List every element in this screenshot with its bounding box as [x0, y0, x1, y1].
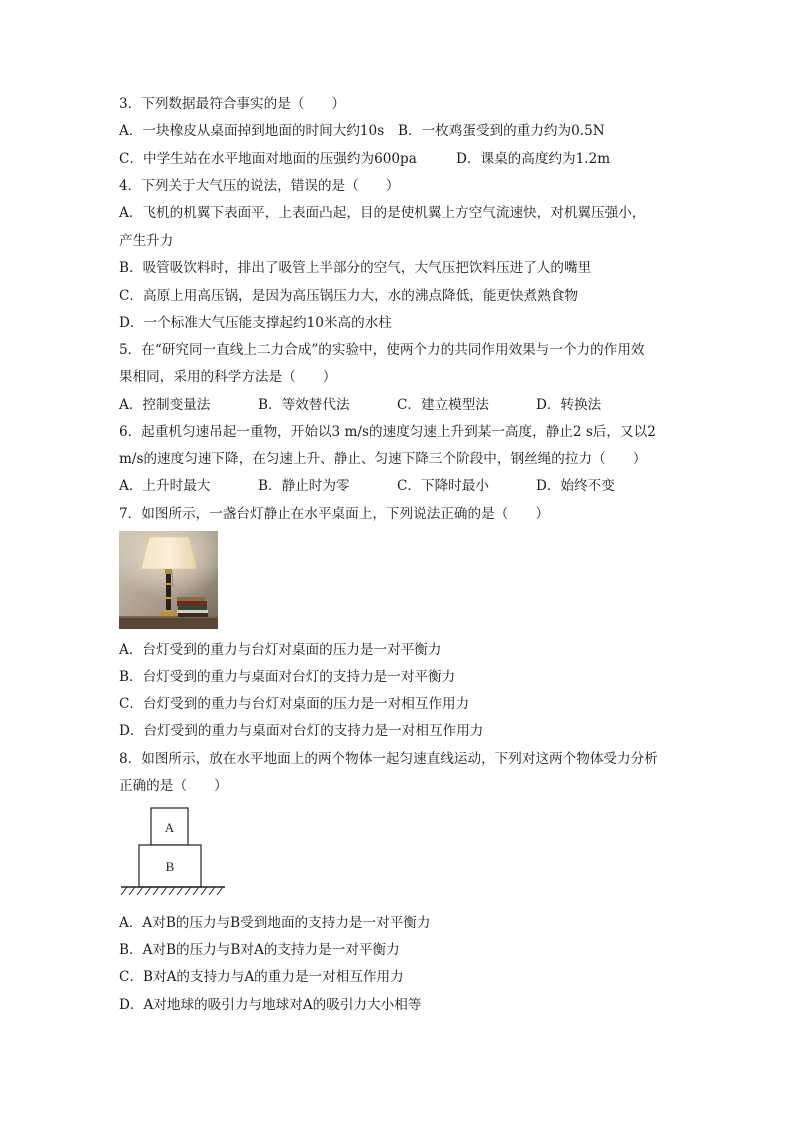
block-b-label: B — [165, 859, 175, 874]
q4-option-a-cont: 产生升力 — [119, 233, 174, 249]
q6-stem-cont: m/s的速度匀速下降，在匀速上升、静止、匀速下降三个阶段中，钢丝绳的拉力（ ） — [119, 451, 647, 467]
q7-option-b: B．台灯受到的重力与桌面对台灯的支持力是一对平衡力 — [119, 669, 456, 685]
q4-option-c: C．高原上用高压锅，是因为高压锅压力大，水的沸点降低，能更快煮熟食物 — [119, 288, 578, 304]
q6-stem: 6．起重机匀速吊起一重物，开始以3 m/s的速度匀速上升到某一高度，静止2 s后，又以2 — [119, 424, 656, 440]
q3-option-c: C．中学生站在水平地面对地面的压强约为600pa — [119, 151, 417, 167]
q4-option-d: D．一个标准大气压能支撑起约10米高的水柱 — [119, 315, 392, 331]
q7-option-d: D．台灯受到的重力与桌面对台灯的支持力是一对相互作用力 — [119, 723, 484, 739]
q6-option-c: C．下降时最小 — [397, 478, 489, 494]
q3-option-b: B．一枚鸡蛋受到的重力约为0.5N — [398, 123, 605, 139]
q5-option-c: C．建立模型法 — [397, 397, 489, 413]
q5-option-b: B．等效替代法 — [258, 397, 350, 413]
q7-stem: 7．如图所示，一盏台灯静止在水平桌面上，下列说法正确的是（ ） — [119, 506, 550, 522]
q8-stem-cont: 正确的是（ ） — [119, 778, 228, 794]
q3-option-d: D．课桌的高度约为1.2m — [456, 151, 611, 167]
q8-option-c: C．B对A的支持力与A的重力是一对相互作用力 — [119, 969, 404, 985]
ground-hatching — [121, 887, 223, 895]
q6-option-a: A．上升时最大 — [119, 478, 211, 494]
q7-option-a: A．台灯受到的重力与台灯对桌面的压力是一对平衡力 — [119, 642, 442, 658]
q3-option-a: A．一块橡皮从桌面掉到地面的时间大约10s — [119, 123, 385, 139]
table-lamp-photo — [119, 531, 218, 629]
stacked-blocks-diagram — [119, 805, 229, 903]
q8-option-b: B．A对B的压力与B对A的支持力是一对平衡力 — [119, 942, 400, 958]
q4-option-a: A．飞机的机翼下表面平，上表面凸起，目的是使机翼上方空气流速快，对机翼压强小， — [119, 205, 646, 221]
q5-option-d: D．转换法 — [536, 397, 602, 413]
q8-stem: 8．如图所示，放在水平地面上的两个物体一起匀速直线运动，下列对这两个物体受力分析 — [119, 751, 658, 767]
q5-stem: 5．在“研究同一直线上二力合成”的实验中，使两个力的共同作用效果与一个力的作用效 — [119, 342, 645, 358]
q6-option-d: D．始终不变 — [536, 478, 615, 494]
block-a-label: A — [164, 820, 175, 835]
q8-option-a: A．A对B的压力与B受到地面的支持力是一对平衡力 — [119, 915, 431, 931]
q5-stem-cont: 果相同，采用的科学方法是（ ） — [119, 369, 337, 385]
q3-stem: 3．下列数据最符合事实的是（ ） — [119, 96, 346, 112]
q6-option-b: B．静止时为零 — [258, 478, 350, 494]
q8-option-d: D．A对地球的吸引力与地球对A的吸引力大小相等 — [119, 997, 422, 1013]
q4-option-b: B．吸管吸饮料时，排出了吸管上半部分的空气，大气压把饮料压进了人的嘴里 — [119, 260, 592, 276]
q4-stem: 4．下列关于大气压的说法，错误的是（ ） — [119, 178, 400, 194]
q5-option-a: A．控制变量法 — [119, 397, 211, 413]
q7-option-c: C．台灯受到的重力与台灯对桌面的压力是一对相互作用力 — [119, 696, 470, 712]
